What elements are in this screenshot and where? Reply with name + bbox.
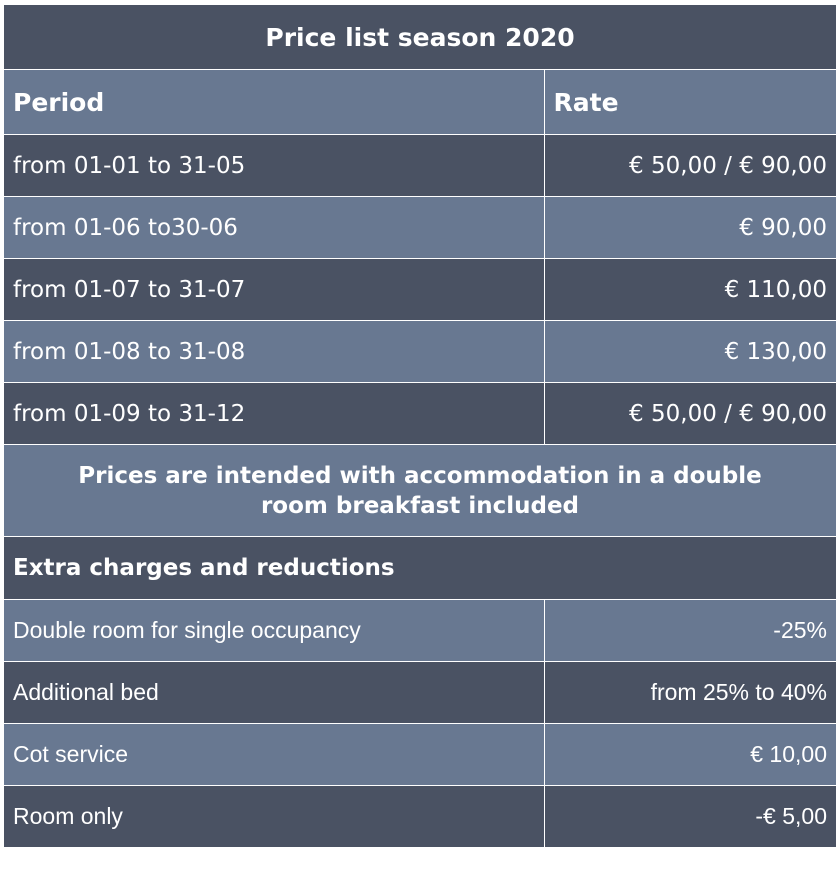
period-column-header: Period [4,70,544,135]
table-row [4,724,836,786]
note-row [4,445,836,537]
pricing-note: Prices are intended with accommodation in a double room breakfast included [4,445,836,537]
extra-label-cell: Additional bed [4,662,544,724]
extra-label-cell: Double room for single occupancy [4,600,544,662]
extra-label-cell: Cot service [4,724,544,786]
rate-cell: € 130,00 [544,321,836,383]
header-row [4,70,836,135]
table-row [4,197,836,259]
extra-label-cell: Room only [4,786,544,848]
rate-column-header: Rate [544,70,836,135]
rate-cell: € 110,00 [544,259,836,321]
period-cell: from 01-07 to 31-07 [4,259,544,321]
period-cell: from 01-01 to 31-05 [4,135,544,197]
extra-value-cell: from 25% to 40% [544,662,836,724]
table-row [4,321,836,383]
extras-section-title: Extra charges and reductions [4,537,836,600]
table-row [4,383,836,445]
table-row [4,662,836,724]
rate-cell: € 90,00 [544,197,836,259]
table-row [4,600,836,662]
extra-value-cell: € 10,00 [544,724,836,786]
period-cell: from 01-06 to30-06 [4,197,544,259]
title-row [4,5,836,70]
table-row [4,135,836,197]
extra-value-cell: -25% [544,600,836,662]
period-cell: from 01-09 to 31-12 [4,383,544,445]
extras-section-row [4,537,836,600]
table-row [4,259,836,321]
table-title: Price list season 2020 [4,5,836,70]
period-cell: from 01-08 to 31-08 [4,321,544,383]
rate-cell: € 50,00 / € 90,00 [544,135,836,197]
price-list-table [4,5,836,848]
extra-value-cell: -€ 5,00 [544,786,836,848]
table-row [4,786,836,848]
rate-cell: € 50,00 / € 90,00 [544,383,836,445]
